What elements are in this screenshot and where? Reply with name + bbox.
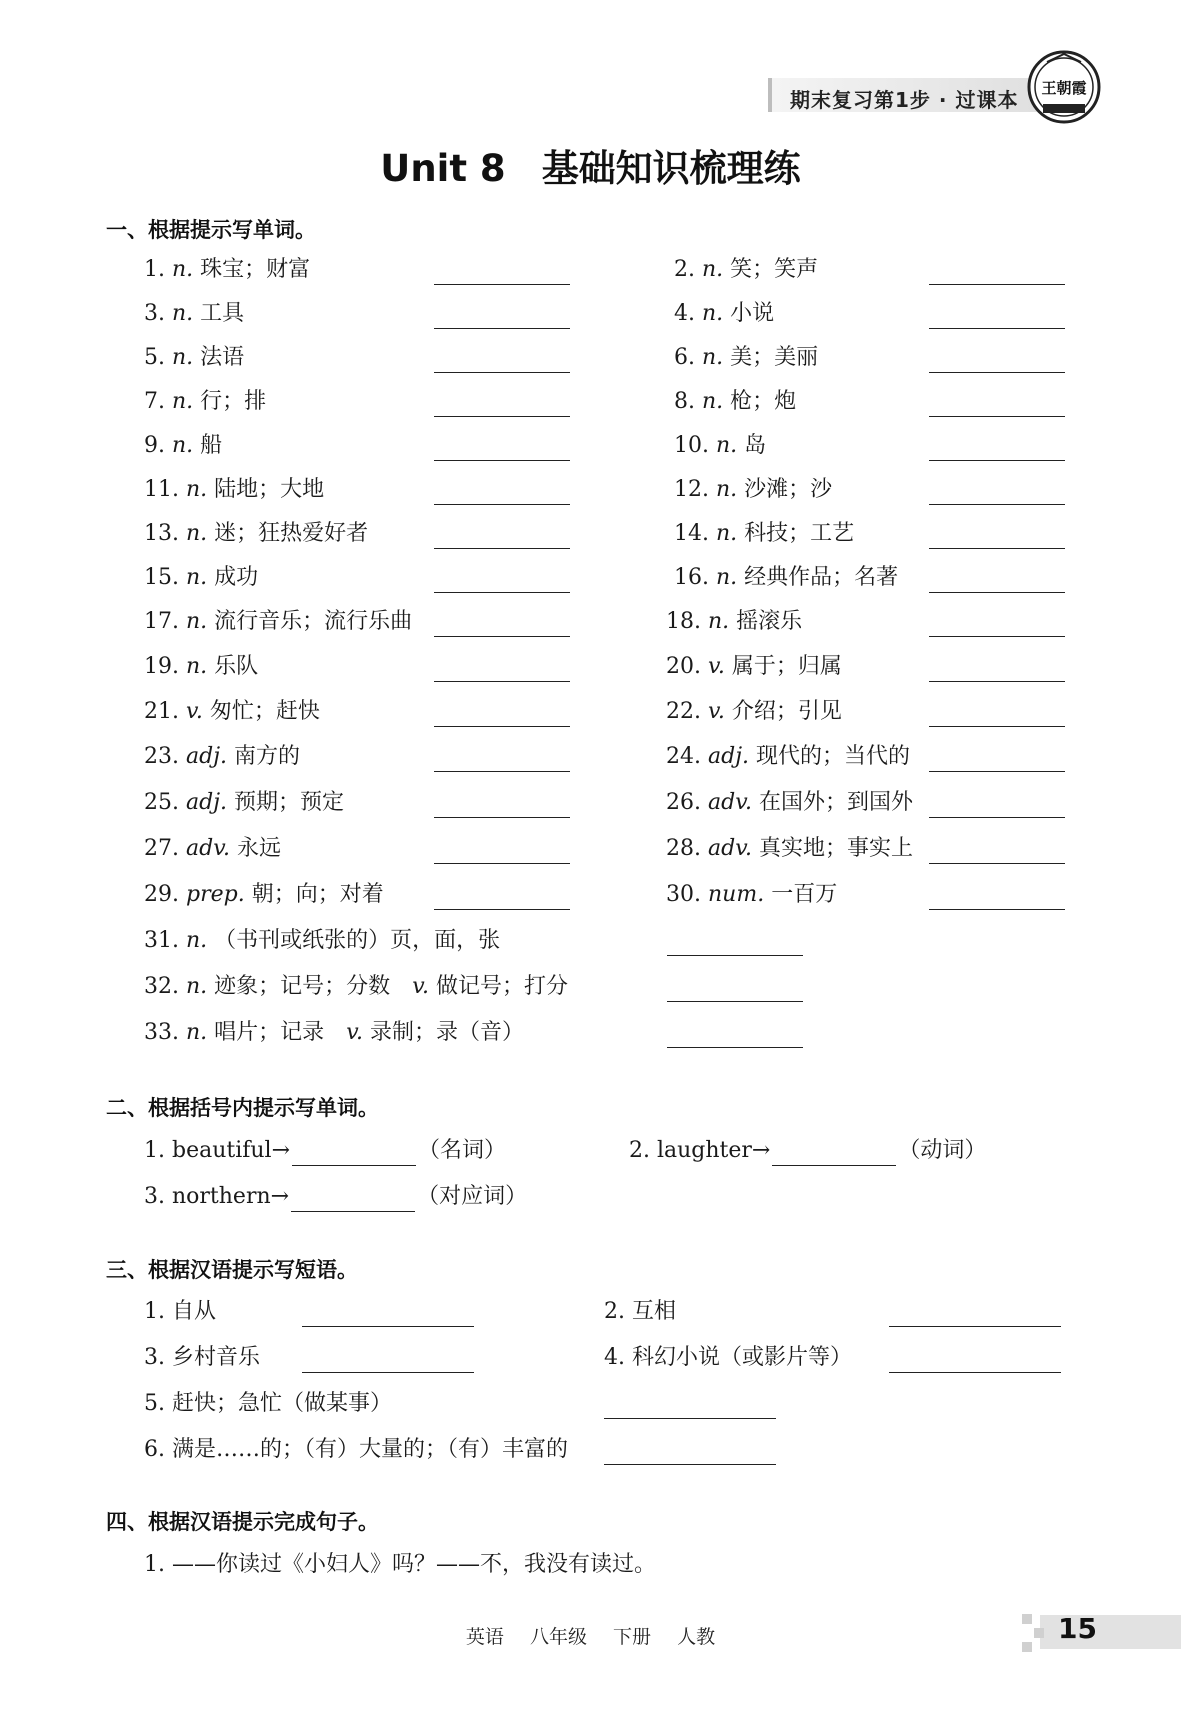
s3-item-6: 6. 满是……的；（有）大量的；（有）丰富的 xyxy=(144,1437,568,1462)
svg-text:王朝霞: 王朝霞 xyxy=(1041,79,1087,97)
answer-blank[interactable] xyxy=(667,1047,803,1048)
answer-blank[interactable] xyxy=(434,817,570,818)
s1-left-item xyxy=(144,788,344,818)
item-number: 31. xyxy=(144,928,179,953)
s1-right-item xyxy=(674,431,766,461)
title-topic: 基础知识梳理练 xyxy=(541,147,801,190)
section-2-heading: 二、根据括号内提示写单词。 xyxy=(106,1096,379,1120)
part-of-speech: n. xyxy=(186,654,208,679)
item-meaning: 在国外；到国外 xyxy=(759,790,914,815)
answer-blank[interactable] xyxy=(434,863,570,864)
s2-item-3: 3. northern→ （对应词） xyxy=(144,1182,527,1212)
s2-item-2: 2. laughter→ （动词） xyxy=(629,1136,986,1166)
section-4-heading: 四、根据汉语提示完成句子。 xyxy=(106,1510,379,1534)
item-meaning: 笑；笑声 xyxy=(730,257,819,282)
item-number: 30. xyxy=(666,882,701,907)
part-of-speech: adj. xyxy=(186,744,228,769)
page-number: 15 xyxy=(1058,1612,1097,1645)
s1-right-item xyxy=(674,343,818,373)
answer-blank[interactable] xyxy=(929,681,1065,682)
s1-long-item xyxy=(144,926,500,956)
item-meaning: 唱片；记录 xyxy=(214,1020,325,1045)
part-of-speech: n. xyxy=(186,928,208,953)
answer-blank[interactable] xyxy=(604,1418,776,1419)
s1-right-item xyxy=(674,299,774,329)
s4-item-1: 1. ——你读过《小妇人》吗？——不，我没有读过。 xyxy=(144,1552,656,1577)
item-meaning: 属于；归属 xyxy=(731,654,842,679)
header-banner-text: 期末复习第1步 · 过课本 xyxy=(790,88,1019,112)
item-number: 18. xyxy=(666,609,701,634)
answer-blank[interactable] xyxy=(434,771,570,772)
decor-square xyxy=(1022,1614,1032,1624)
s1-right-item xyxy=(666,697,842,727)
item-meaning: 一百万 xyxy=(771,882,838,907)
part-of-speech: n. xyxy=(708,609,730,634)
s1-left-item xyxy=(144,563,258,593)
answer-blank[interactable] xyxy=(889,1372,1061,1373)
item-meaning: 陆地；大地 xyxy=(214,477,325,502)
item-meaning: 乐队 xyxy=(214,654,259,679)
item-meaning: 美；美丽 xyxy=(730,345,819,370)
answer-blank[interactable] xyxy=(929,592,1065,593)
answer-blank[interactable] xyxy=(434,726,570,727)
part-of-speech: n. xyxy=(172,389,194,414)
item-number: 3. xyxy=(144,301,165,326)
item-meaning: 工具 xyxy=(200,301,245,326)
answer-blank[interactable] xyxy=(434,548,570,549)
part-of-speech: n. xyxy=(172,433,194,458)
answer-blank[interactable] xyxy=(929,416,1065,417)
s1-left-item xyxy=(144,607,412,637)
item-number: 26. xyxy=(666,790,701,815)
s1-left-item xyxy=(144,299,244,329)
s1-right-item xyxy=(666,607,802,637)
answer-blank[interactable] xyxy=(929,726,1065,727)
part-of-speech: n. xyxy=(172,301,194,326)
item-meaning: 迹象；记号；分数 xyxy=(214,974,391,999)
part-of-speech: v. xyxy=(346,1020,363,1045)
item-meaning: 真实地；事实上 xyxy=(759,836,914,861)
item-meaning: 成功 xyxy=(214,565,259,590)
item-meaning: 船 xyxy=(200,433,223,458)
answer-blank[interactable] xyxy=(292,1143,416,1166)
s1-right-item xyxy=(674,255,818,285)
item-meaning: 小说 xyxy=(730,301,775,326)
item-number: 1. xyxy=(144,257,165,282)
item-number: 28. xyxy=(666,836,701,861)
answer-blank[interactable] xyxy=(434,460,570,461)
answer-blank[interactable] xyxy=(434,681,570,682)
answer-blank[interactable] xyxy=(434,636,570,637)
item-number: 2. xyxy=(674,257,695,282)
item-meaning: 迷；狂热爱好者 xyxy=(214,521,369,546)
item-meaning: 做记号；打分 xyxy=(436,974,569,999)
part-of-speech: n. xyxy=(716,433,738,458)
item-number: 32. xyxy=(144,974,179,999)
item-meaning: 介绍；引见 xyxy=(731,699,842,724)
s1-right-item xyxy=(666,652,842,682)
s1-left-item xyxy=(144,431,222,461)
part-of-speech: adv. xyxy=(708,790,753,815)
s1-right-item xyxy=(674,519,854,549)
item-number: 29. xyxy=(144,882,179,907)
item-meaning: 朝；向；对着 xyxy=(251,882,384,907)
s3-item-5: 5. 赶快；急忙（做某事） xyxy=(144,1391,392,1416)
answer-blank[interactable] xyxy=(434,284,570,285)
answer-blank[interactable] xyxy=(889,1326,1061,1327)
part-of-speech: n. xyxy=(716,565,738,590)
part-of-speech: v. xyxy=(186,699,203,724)
answer-blank[interactable] xyxy=(604,1464,776,1465)
answer-blank[interactable] xyxy=(929,909,1065,910)
answer-blank[interactable] xyxy=(302,1326,474,1327)
item-meaning: 摇滚乐 xyxy=(736,609,803,634)
part-of-speech: n. xyxy=(186,477,208,502)
item-meaning: 匆忙；赶快 xyxy=(209,699,320,724)
answer-blank[interactable] xyxy=(772,1143,896,1166)
part-of-speech: prep. xyxy=(186,882,245,907)
item-number: 6. xyxy=(674,345,695,370)
s1-right-item xyxy=(674,563,898,593)
answer-blank[interactable] xyxy=(929,504,1065,505)
part-of-speech: n. xyxy=(172,345,194,370)
title-unit: Unit 8 xyxy=(380,147,506,190)
item-number: 9. xyxy=(144,433,165,458)
answer-blank[interactable] xyxy=(929,328,1065,329)
item-meaning: 珠宝；财富 xyxy=(200,257,311,282)
answer-blank[interactable] xyxy=(667,955,803,956)
answer-blank[interactable] xyxy=(929,636,1065,637)
section-1-heading: 一、根据提示写单词。 xyxy=(106,218,316,242)
answer-blank[interactable] xyxy=(929,460,1065,461)
s1-right-item xyxy=(666,788,913,818)
item-number: 21. xyxy=(144,699,179,724)
answer-blank[interactable] xyxy=(434,592,570,593)
item-meaning: 沙滩；沙 xyxy=(744,477,833,502)
s3-item-1: 1. 自从 xyxy=(144,1299,216,1324)
s1-left-item xyxy=(144,255,310,285)
part-of-speech: n. xyxy=(186,521,208,546)
s1-left-item xyxy=(144,387,266,417)
s1-right-item xyxy=(674,387,796,417)
s1-left-item xyxy=(144,880,384,910)
part-of-speech: adj. xyxy=(186,790,228,815)
publisher-logo-icon xyxy=(1025,48,1103,126)
decor-square xyxy=(1022,1642,1032,1652)
answer-blank[interactable] xyxy=(434,416,570,417)
part-of-speech: n. xyxy=(702,301,724,326)
part-of-speech: v. xyxy=(708,654,725,679)
answer-blank[interactable] xyxy=(929,372,1065,373)
item-meaning: 行；排 xyxy=(200,389,267,414)
answer-blank[interactable] xyxy=(929,817,1065,818)
answer-blank[interactable] xyxy=(302,1372,474,1373)
item-number: 19. xyxy=(144,654,179,679)
part-of-speech: v. xyxy=(708,699,725,724)
section-3-heading: 三、根据汉语提示写短语。 xyxy=(106,1258,358,1282)
item-number: 10. xyxy=(674,433,709,458)
answer-blank[interactable] xyxy=(434,328,570,329)
item-number: 5. xyxy=(144,345,165,370)
footer-grade: 八年级 xyxy=(529,1626,587,1648)
item-meaning: 预期；预定 xyxy=(234,790,345,815)
page-footer xyxy=(0,1622,1181,1649)
s1-left-item xyxy=(144,343,244,373)
item-number: 22. xyxy=(666,699,701,724)
part-of-speech: n. xyxy=(186,609,208,634)
s1-right-item xyxy=(666,880,837,910)
part-of-speech: n. xyxy=(702,257,724,282)
answer-blank[interactable] xyxy=(929,284,1065,285)
item-number: 11. xyxy=(144,477,179,502)
part-of-speech: adj. xyxy=(708,744,750,769)
part-of-speech: adv. xyxy=(186,836,231,861)
part-of-speech: num. xyxy=(708,882,765,907)
part-of-speech: v. xyxy=(412,974,429,999)
decor-square xyxy=(1034,1628,1044,1638)
part-of-speech: n. xyxy=(186,974,208,999)
part-of-speech: n. xyxy=(702,345,724,370)
answer-blank[interactable] xyxy=(929,548,1065,549)
page-title xyxy=(0,138,1181,192)
item-number: 4. xyxy=(674,301,695,326)
item-meaning: （书刊或纸张的）页，面，张 xyxy=(214,928,501,953)
s3-item-2: 2. 互相 xyxy=(604,1299,676,1324)
item-number: 15. xyxy=(144,565,179,590)
item-meaning: 永远 xyxy=(237,836,282,861)
answer-blank[interactable] xyxy=(291,1189,415,1212)
part-of-speech: n. xyxy=(172,257,194,282)
s1-left-item xyxy=(144,742,300,772)
answer-blank[interactable] xyxy=(434,372,570,373)
s1-right-item xyxy=(674,475,832,505)
s1-left-item xyxy=(144,475,324,505)
s1-right-item xyxy=(666,834,913,864)
item-meaning: 枪；炮 xyxy=(730,389,797,414)
s1-left-item xyxy=(144,834,281,864)
s1-long-item xyxy=(144,972,568,1002)
footer-publisher: 人教 xyxy=(677,1626,716,1648)
item-number: 25. xyxy=(144,790,179,815)
answer-blank[interactable] xyxy=(434,909,570,910)
item-number: 23. xyxy=(144,744,179,769)
s1-left-item xyxy=(144,519,368,549)
item-number: 12. xyxy=(674,477,709,502)
s3-item-3: 3. 乡村音乐 xyxy=(144,1345,260,1370)
s2-item-1: 1. beautiful→ （名词） xyxy=(144,1136,506,1166)
part-of-speech: n. xyxy=(186,565,208,590)
item-meaning: 科技；工艺 xyxy=(744,521,855,546)
part-of-speech: n. xyxy=(716,477,738,502)
item-meaning: 录制；录（音） xyxy=(370,1020,525,1045)
answer-blank[interactable] xyxy=(434,504,570,505)
part-of-speech: n. xyxy=(702,389,724,414)
item-number: 24. xyxy=(666,744,701,769)
item-number: 7. xyxy=(144,389,165,414)
part-of-speech: adv. xyxy=(708,836,753,861)
item-meaning: 流行音乐；流行乐曲 xyxy=(214,609,413,634)
s1-left-item xyxy=(144,697,320,727)
item-meaning: 现代的；当代的 xyxy=(756,744,911,769)
answer-blank[interactable] xyxy=(929,771,1065,772)
answer-blank[interactable] xyxy=(929,863,1065,864)
item-number: 8. xyxy=(674,389,695,414)
item-meaning: 岛 xyxy=(744,433,767,458)
item-number: 17. xyxy=(144,609,179,634)
s1-left-item xyxy=(144,652,258,682)
item-number: 33. xyxy=(144,1020,179,1045)
footer-volume: 下册 xyxy=(613,1626,652,1648)
item-meaning: 法语 xyxy=(200,345,245,370)
item-number: 14. xyxy=(674,521,709,546)
item-number: 13. xyxy=(144,521,179,546)
item-number: 20. xyxy=(666,654,701,679)
s3-item-4: 4. 科幻小说（或影片等） xyxy=(604,1345,852,1370)
part-of-speech: n. xyxy=(186,1020,208,1045)
part-of-speech: n. xyxy=(716,521,738,546)
answer-blank[interactable] xyxy=(667,1001,803,1002)
item-number: 27. xyxy=(144,836,179,861)
item-meaning: 经典作品；名著 xyxy=(744,565,899,590)
s1-right-item xyxy=(666,742,910,772)
s1-long-item xyxy=(144,1018,524,1048)
item-meaning: 南方的 xyxy=(234,744,301,769)
item-number: 16. xyxy=(674,565,709,590)
footer-subject: 英语 xyxy=(465,1626,504,1648)
